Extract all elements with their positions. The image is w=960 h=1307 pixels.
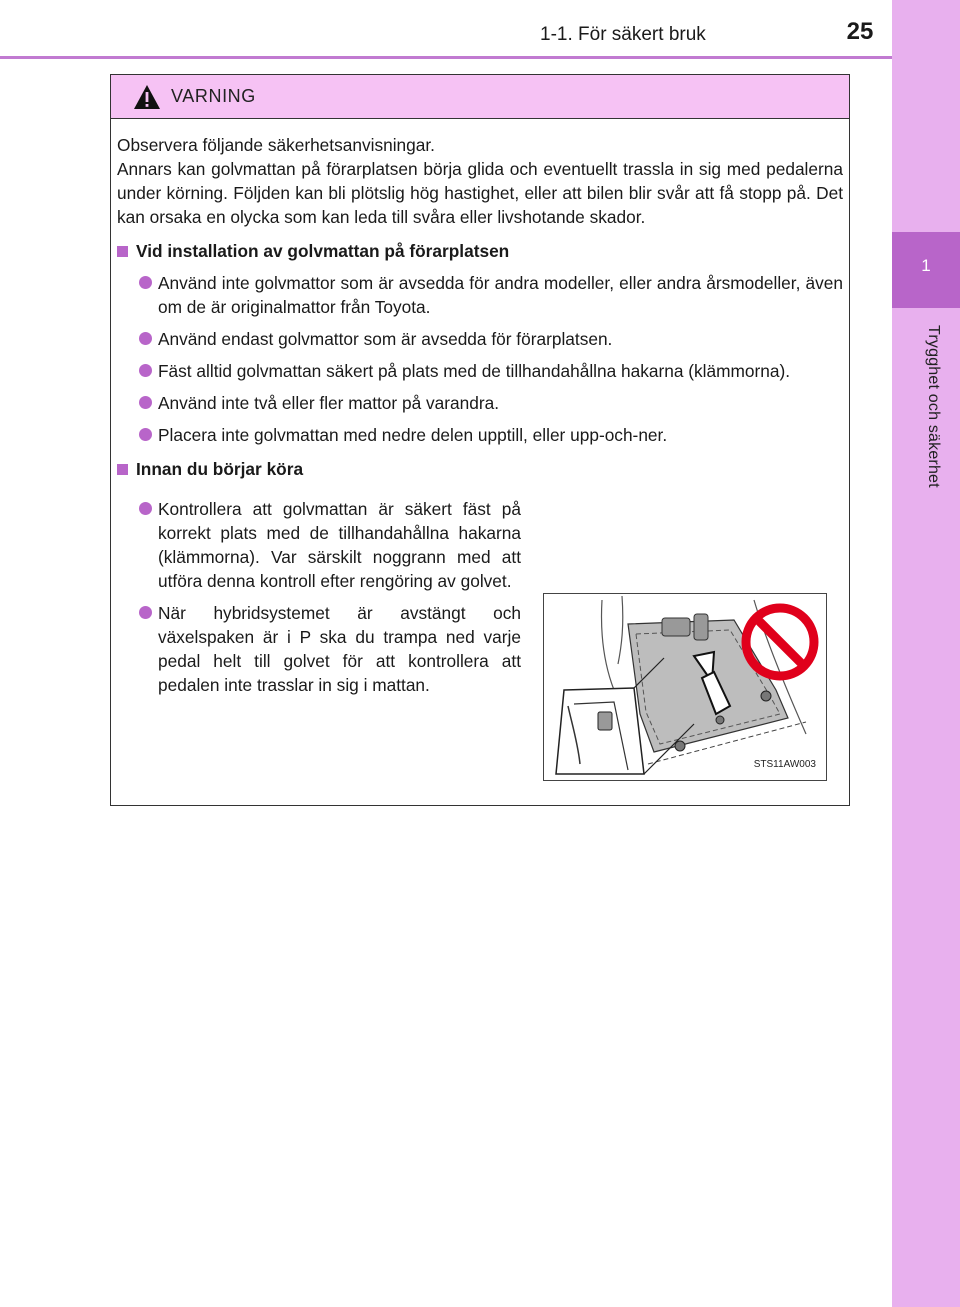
section-heading-text: Vid installation av golvmattan på förarplatsen (136, 241, 510, 261)
bullet-dot-icon (139, 428, 152, 441)
section-heading-before-driving (117, 457, 843, 481)
list-item (139, 601, 521, 697)
header-divider (0, 56, 892, 59)
installation-list (139, 271, 843, 447)
list-item-text: Fäst alltid golvmattan säkert på plats med de tillhandahållna hakarna (klämmorna). (158, 361, 791, 381)
section-heading-installation (117, 239, 843, 263)
section-title: 1-1. För säkert bruk (540, 24, 706, 45)
page-number: 25 (846, 18, 874, 45)
chapter-number-box (892, 232, 960, 308)
list-item-text: Kontrollera att golvmattan är säkert fäst på korrekt plats med de tillhandahållna hakarna (klämmorna). Var särskilt noggrann med att utföra denna kontroll efter rengöring av golvet. (158, 499, 521, 591)
list-item (139, 423, 843, 447)
section-heading-text: Innan du börjar köra (136, 459, 304, 479)
list-item (139, 391, 843, 415)
list-item (139, 359, 843, 383)
bullet-dot-icon (139, 276, 152, 289)
warning-intro (117, 133, 843, 229)
chapter-label: Trygghet och säkerhet (925, 325, 942, 488)
intro-line: Observera följande säkerhetsanvisningar. (117, 135, 435, 155)
bullet-dot-icon (139, 606, 152, 619)
square-bullet-icon (117, 464, 128, 475)
list-item-text: Använd endast golvmattor som är avsedda för förarplatsen. (158, 329, 613, 349)
warning-header (111, 75, 849, 119)
floor-mat-illustration (543, 593, 827, 781)
list-item-text: Använd inte två eller fler mattor på varandra. (158, 393, 500, 413)
bullet-dot-icon (139, 396, 152, 409)
figure-code: STS11AW003 (753, 759, 816, 770)
warning-title: VARNING (171, 86, 256, 106)
list-item (139, 271, 843, 319)
warning-body (117, 133, 843, 770)
square-bullet-icon (117, 246, 128, 257)
bullet-dot-icon (139, 502, 152, 515)
warning-box (110, 74, 850, 806)
bullet-dot-icon (139, 332, 152, 345)
warning-triangle-icon (133, 84, 161, 110)
list-item-text: Placera inte golvmattan med nedre delen upptill, eller upp-och-ner. (158, 425, 668, 445)
chapter-number: 1 (921, 256, 931, 275)
before-driving-list (139, 489, 521, 697)
intro-line: Annars kan golvmattan på förarplatsen börja glida och eventuellt trassla in sig med pedalerna under körning. Följden kan bli plötslig hög hastighet, eller att bilen blir svår att få stopp på. Det kan orsaka en olycka som kan leda till svåra eller livshotande skador. (117, 159, 843, 227)
bullet-dot-icon (139, 364, 152, 377)
list-item (139, 497, 521, 593)
chapter-side-tab (892, 0, 960, 1307)
list-item (139, 327, 843, 351)
list-item-text: Använd inte golvmattor som är avsedda för andra modeller, eller andra årsmodeller, även om de är originalmattor från Toyota. (158, 273, 843, 317)
list-item-text: När hybridsystemet är avstängt och växelspaken är i P ska du trampa ned varje pedal helt till golvet för att kontrollera att pedalen inte trasslar in sig i mattan. (158, 603, 521, 695)
